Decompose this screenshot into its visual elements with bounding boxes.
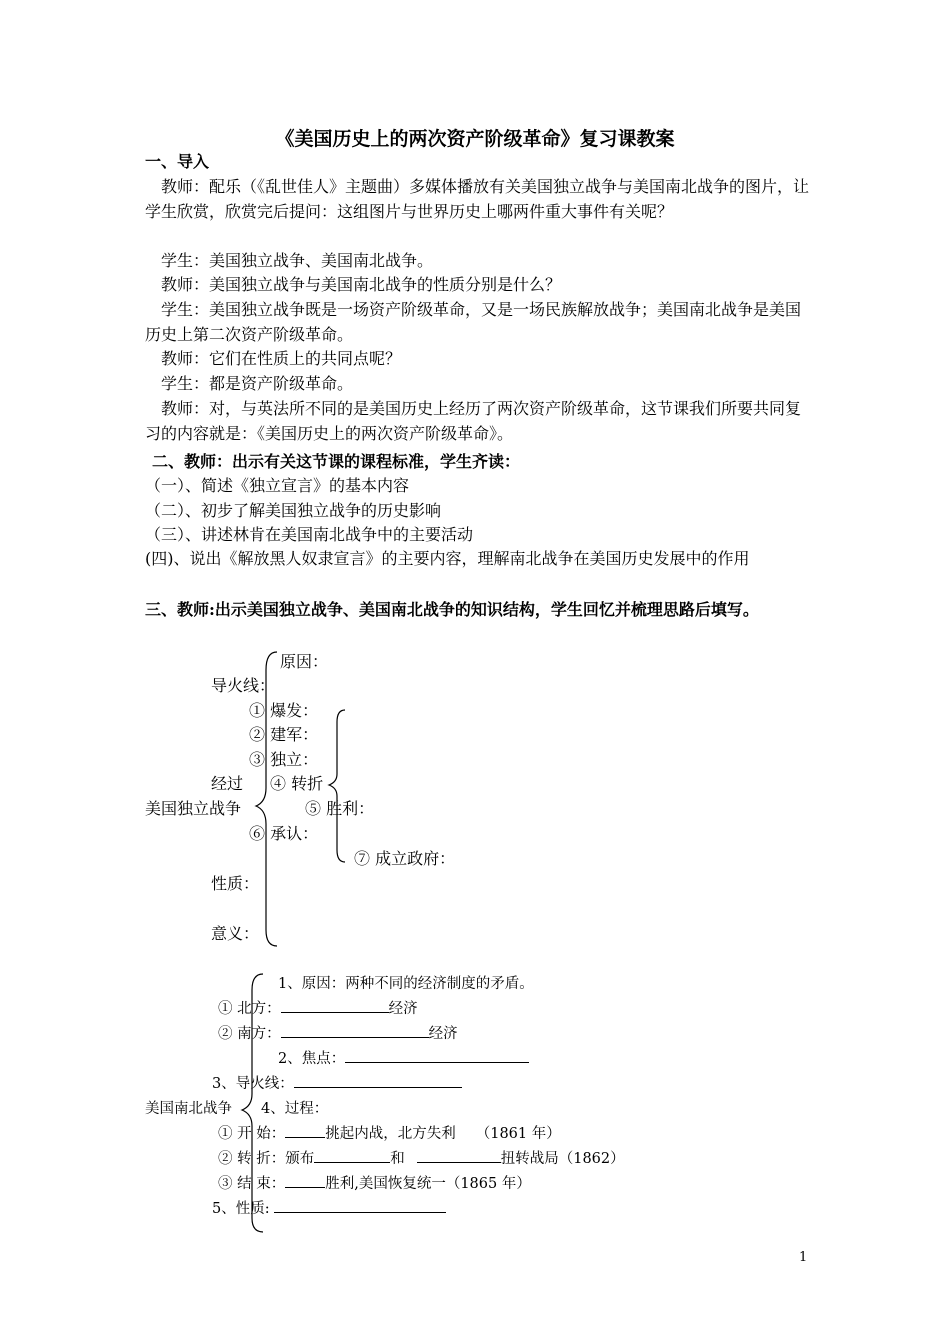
d1-step-2: ② 建军： <box>249 725 319 744</box>
section1-line-5: 教师：它们在性质上的共同点呢？ <box>161 349 402 368</box>
section1-line-7: 教师：对，与英法所不同的是美国历史上经历了两次资产阶级革命，这节课我们所要共同复习的内容就是：《美国历史上的两次资产阶级革命》。 <box>145 399 802 443</box>
page-number: 1 <box>799 1250 808 1265</box>
d2-fuse <box>212 1072 462 1093</box>
d2-end-blank[interactable] <box>285 1174 325 1188</box>
d2-nature <box>212 1197 446 1218</box>
d2-south-suffix: 经济 <box>428 1026 458 1042</box>
d2-start-text: 挑起内战，北方失利 <box>325 1126 456 1142</box>
d1-significance: 意义： <box>211 924 260 943</box>
d2-north <box>218 997 418 1018</box>
d2-focus-label: 2、焦点： <box>278 1051 346 1067</box>
d2-fuse-blank[interactable] <box>294 1074 462 1088</box>
d2-nature-blank[interactable] <box>274 1199 446 1213</box>
section1-line-1: 教师：配乐（《乱世佳人》主题曲）多媒体播放有关美国独立战争与美国南北战争的图片，让学生欣赏，欣赏完后提问：这组图片与世界历史上哪两件重大事件有关呢？ <box>145 177 810 221</box>
d2-focus <box>278 1047 529 1068</box>
d1-fuse: 导火线： <box>211 676 276 695</box>
d2-turn-label: ② 转 折：颁布 <box>218 1151 315 1167</box>
section1-heading: 一、导入 <box>145 152 210 171</box>
d1-nature: 性质： <box>211 874 260 893</box>
d2-turn-blank-2[interactable] <box>417 1149 501 1163</box>
d2-focus-blank[interactable] <box>345 1049 529 1063</box>
left-brace-icon <box>323 708 348 866</box>
d2-north-blank[interactable] <box>281 999 389 1013</box>
d2-start-blank[interactable] <box>285 1124 325 1138</box>
standard-item-2: （二）、初步了解美国独立战争的历史影响 <box>145 501 442 520</box>
standard-item-3: （三）、讲述林肯在美国南北战争中的主要活动 <box>145 525 474 544</box>
d2-cause: 1、原因：两种不同的经济制度的矛盾。 <box>278 976 534 992</box>
d2-end-label: ③ 结 束： <box>218 1176 286 1192</box>
document-title: 《美国历史上的两次资产阶级革命》复习课教案 <box>275 128 675 150</box>
section1-line-6: 学生：都是资产阶级革命。 <box>161 374 354 393</box>
d1-step-7: ⑦ 成立政府： <box>354 849 456 868</box>
d2-turn-and: 和 <box>390 1151 405 1167</box>
d2-end <box>218 1172 531 1193</box>
d2-nature-label: 5、性质: <box>212 1201 270 1217</box>
d1-step-1: ① 爆发： <box>249 701 319 720</box>
d1-step-4: ④ 转折 <box>270 774 324 793</box>
d2-start <box>218 1122 561 1143</box>
d2-start-label: ① 开 始： <box>218 1126 286 1142</box>
d2-south-label: ② 南方： <box>218 1026 281 1042</box>
section1-line-4: 学生：美国独立战争既是一场资产阶级革命，又是一场民族解放战争；美国南北战争是美国历史上第二次资产阶级革命。 <box>145 300 802 344</box>
d2-south <box>218 1022 458 1043</box>
d1-root: 美国独立战争 <box>145 799 242 818</box>
section2-heading: 二、教师：出示有关这节课的课程标准，学生齐读： <box>152 452 521 471</box>
section1-line-2: 学生：美国独立战争、美国南北战争。 <box>161 251 434 270</box>
d2-root: 美国南北战争 <box>145 1101 232 1117</box>
d2-fuse-label: 3、导火线： <box>212 1076 294 1092</box>
standard-item-4: (四)、说出《解放黑人奴隶宣言》的主要内容，理解南北战争在美国历史发展中的作用 <box>145 549 750 568</box>
section3-heading: 三、教师:出示美国独立战争、美国南北战争的知识结构，学生回忆并梳理思路后填写。 <box>145 600 759 619</box>
d2-turn-text: 扭转战局（1862） <box>500 1151 625 1167</box>
d2-north-suffix: 经济 <box>388 1001 418 1017</box>
d1-step-6: ⑥ 承认： <box>249 824 319 843</box>
standard-item-1: （一）、简述《独立宣言》的基本内容 <box>145 476 410 495</box>
d2-north-label: ① 北方： <box>218 1001 281 1017</box>
d2-end-text: 胜利,美国恢复统一（1865 年） <box>325 1176 531 1192</box>
d2-turn <box>218 1147 625 1168</box>
d1-step-3: ③ 独立： <box>249 750 319 769</box>
d1-cause: 原因： <box>280 652 329 671</box>
section1-line-3: 教师：美国独立战争与美国南北战争的性质分别是什么？ <box>161 275 562 294</box>
d2-start-year: （1861 年） <box>475 1126 561 1142</box>
d1-step-5: ⑤ 胜利： <box>305 799 375 818</box>
d1-process: 经过 <box>211 774 244 793</box>
d2-turn-blank-1[interactable] <box>314 1149 390 1163</box>
d2-south-blank[interactable] <box>281 1024 429 1038</box>
d2-process: 4、过程： <box>261 1101 329 1117</box>
